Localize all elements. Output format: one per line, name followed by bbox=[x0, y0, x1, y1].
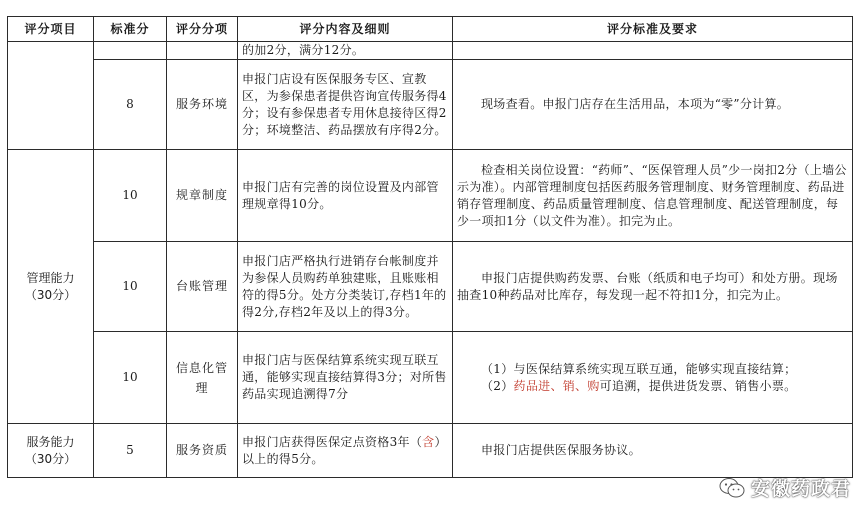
standard-prefix: （2） bbox=[481, 378, 514, 393]
table-row bbox=[8, 242, 853, 332]
standard-cell: 检查相关岗位设置：“药师”、“医保管理人员”少一岗扣2分（上墙公示为准）。内部管理制度包括医药服务管理制度、财务管理制度、药品进销存管理制度、药品质量管理制度、信息管理制度、配送管理制度，每少一项扣1分（以文件为准）。扣完为止。 bbox=[453, 150, 853, 242]
content-cell: 申报门店有完善的岗位设置及内部管理规章得10分。 bbox=[238, 150, 453, 242]
standard-cell bbox=[453, 332, 853, 424]
group-name: 服务能力 bbox=[26, 434, 75, 449]
score-cell-empty bbox=[94, 42, 167, 60]
content-highlight: 含 bbox=[422, 434, 435, 449]
content-prefix: 申报门店获得医保定点资格3年（ bbox=[242, 434, 423, 449]
group-cell-management bbox=[8, 150, 94, 424]
sub-cell: 规章制度 bbox=[167, 150, 238, 242]
score-cell: 8 bbox=[94, 60, 167, 150]
header-standard: 评分标准及要求 bbox=[453, 17, 853, 42]
table-row bbox=[8, 150, 853, 242]
watermark-text: 安徽药政君 bbox=[750, 478, 851, 500]
sub-cell-label: 信息化管理 bbox=[175, 360, 228, 395]
standard-cell: 现场查看。申报门店存在生活用品，本项为“零”分计算。 bbox=[453, 60, 853, 150]
table-row bbox=[8, 332, 853, 424]
score-cell: 5 bbox=[94, 424, 167, 478]
table-row bbox=[8, 42, 853, 60]
header-item: 评分项目 bbox=[8, 17, 94, 42]
score-cell: 10 bbox=[94, 332, 167, 424]
header-content: 评分内容及细则 bbox=[238, 17, 453, 42]
standard-suffix: 可追溯，提供进货发票、销售小票。 bbox=[599, 378, 797, 393]
score-cell: 10 bbox=[94, 242, 167, 332]
sub-cell: 服务资质 bbox=[167, 424, 238, 478]
standard-line bbox=[481, 378, 848, 395]
table-row bbox=[8, 424, 853, 478]
sub-cell bbox=[167, 332, 238, 424]
standard-cell-empty bbox=[453, 42, 853, 60]
standard-line: （1）与医保结算系统实现互联互通，能够实现直接结算； bbox=[481, 361, 797, 376]
standard-cell: 申报门店提供购药发票、台账（纸质和电子均可）和处方册。现场抽查10种药品对比库存，每发现一起不符扣1分，扣完为止。 bbox=[453, 242, 853, 332]
content-suffix: ）以上的得5分。 bbox=[242, 434, 447, 466]
table-row bbox=[8, 60, 853, 150]
group-score: （30分） bbox=[24, 451, 77, 466]
group-score: （30分） bbox=[24, 287, 77, 302]
header-row bbox=[8, 17, 853, 42]
content-cell: 的加2分，满分12分。 bbox=[238, 42, 453, 60]
content-cell: 申报门店严格执行进销存台帐制度并为参保人员购药单独建账，且账账相符的得5分。处方分类装订,存档1年的得2分,存档2年及以上的得3分。 bbox=[238, 242, 453, 332]
group-name: 管理能力 bbox=[26, 270, 75, 285]
sub-cell: 服务环境 bbox=[167, 60, 238, 150]
content-cell: 申报门店与医保结算系统实现互联互通，能够实现直接结算得3分；对所售药品实现追溯得7分 bbox=[238, 332, 453, 424]
score-cell: 10 bbox=[94, 150, 167, 242]
standard-cell: 申报门店提供医保服务协议。 bbox=[453, 424, 853, 478]
standard-highlight: 药品进、销、购 bbox=[513, 378, 600, 393]
wechat-icon bbox=[719, 477, 745, 499]
sub-cell: 台账管理 bbox=[167, 242, 238, 332]
item-cell-empty bbox=[8, 42, 94, 150]
scoring-table bbox=[7, 16, 853, 478]
sub-cell-empty bbox=[167, 42, 238, 60]
header-score: 标准分 bbox=[94, 17, 167, 42]
group-cell-service bbox=[8, 424, 94, 478]
content-cell bbox=[238, 424, 453, 478]
content-cell: 申报门店设有医保服务专区、宣教区，为参保患者提供咨询宣传服务得4分；设有参保患者专用休息接待区得2分；环境整洁、药品摆放有序得2分。 bbox=[238, 60, 453, 150]
watermark bbox=[719, 474, 851, 501]
header-sub: 评分分项 bbox=[167, 17, 238, 42]
